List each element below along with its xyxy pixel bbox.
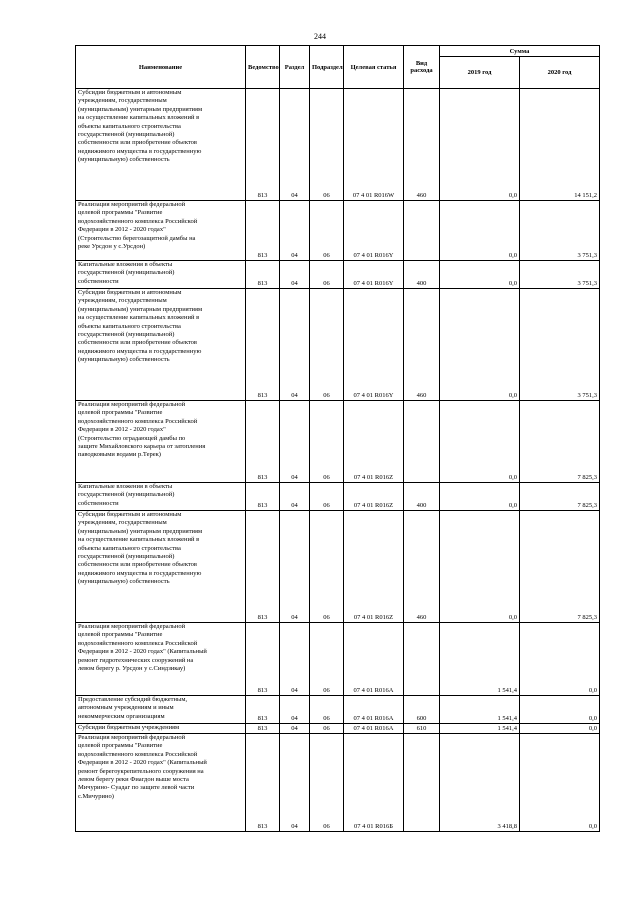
row-section: 04 [280, 734, 310, 832]
row-name: Субсидии бюджетным и автономным учреждениям, государственным (муниципальным) унитарным предприятиям на осуществление капитальных вложений в объекты капитального строительства государственной (муниципальной) собственности или приобретение объектов недвижимого имущества в государственную (муниципальную) собственность [76, 511, 246, 623]
row-name: Реализация мероприятий федеральной целевой программы "Развитие водохозяйственного комплекса Российской Федерации в 2012 - 2020 годах" (Капитальный ремонт берегоукрепительного сооружения на левом берегу реки Фиагдон выше моста Мичурино- Суадаг по защите левой части с.Мичурино) [76, 734, 246, 832]
row-ministry: 813 [246, 623, 280, 696]
row-amount-2019: 1 541,4 [440, 623, 520, 696]
row-section: 04 [280, 724, 310, 734]
row-ministry: 813 [246, 724, 280, 734]
row-expense-type: 400 [404, 261, 440, 289]
row-target: 07 4 01 R016Y [344, 289, 404, 401]
row-section: 04 [280, 511, 310, 623]
table-row [76, 289, 600, 401]
row-expense-type: 460 [404, 289, 440, 401]
row-name: Предоставление субсидий бюджетным, автономным учреждениям и иным некоммерческим организациям [76, 696, 246, 724]
row-ministry: 813 [246, 483, 280, 511]
header-section: Раздел [280, 46, 310, 89]
row-amount-2020: 7 825,3 [520, 511, 600, 623]
row-subsection: 06 [310, 483, 344, 511]
row-name: Реализация мероприятий федеральной целевой программы "Развитие водохозяйственного комплекса Российской Федерации в 2012 - 2020 годах" (Капитальный ремонт гидротехнических сооружений на левом берегу р. Урсдон у с.Синдзикау) [76, 623, 246, 696]
row-expense-type: 400 [404, 483, 440, 511]
row-amount-2020: 14 151,2 [520, 89, 600, 201]
row-expense-type [404, 734, 440, 832]
row-amount-2020: 0,0 [520, 696, 600, 724]
row-amount-2020: 0,0 [520, 623, 600, 696]
row-subsection: 06 [310, 89, 344, 201]
row-target: 07 4 01 R016Z [344, 401, 404, 483]
row-subsection: 06 [310, 696, 344, 724]
row-expense-type: 610 [404, 724, 440, 734]
table-body [76, 89, 600, 832]
row-amount-2019: 1 541,4 [440, 724, 520, 734]
row-ministry: 813 [246, 289, 280, 401]
table-row [76, 483, 600, 511]
row-target: 07 4 01 R016W [344, 89, 404, 201]
row-expense-type [404, 401, 440, 483]
row-name: Реализация мероприятий федеральной целевой программы "Развитие водохозяйственного комплекса Российской Федерации в 2012 - 2020 годах" (Строительство оградающей дамбы по защите Михайловского карьера от затопления паводковыми водами р.Терек) [76, 401, 246, 483]
row-section: 04 [280, 623, 310, 696]
row-subsection: 06 [310, 511, 344, 623]
row-amount-2020: 7 825,3 [520, 483, 600, 511]
row-expense-type: 600 [404, 696, 440, 724]
row-amount-2019: 0,0 [440, 289, 520, 401]
row-ministry: 813 [246, 401, 280, 483]
row-amount-2020: 7 825,3 [520, 401, 600, 483]
row-subsection: 06 [310, 734, 344, 832]
row-section: 04 [280, 89, 310, 201]
row-subsection: 06 [310, 623, 344, 696]
row-subsection: 06 [310, 201, 344, 261]
row-name: Реализация мероприятий федеральной целевой программы "Развитие водохозяйственного комплекса Российской Федерации в 2012 - 2020 годах" (Строительство берегозащитной дамбы на реке Урсдон у с.Урсдон) [76, 201, 246, 261]
row-target: 07 4 01 R016A [344, 724, 404, 734]
header-row-top [76, 46, 600, 57]
table-row [76, 89, 600, 201]
row-target: 07 4 01 R016Y [344, 201, 404, 261]
row-name: Субсидии бюджетным и автономным учреждениям, государственным (муниципальным) унитарным предприятиям на осуществление капитальных вложений в объекты капитального строительства государственной (муниципальной) собственности или приобретение объектов недвижимого имущества в государственную (муниципальную) собственность [76, 89, 246, 201]
header-expense-type: Вид расхода [404, 46, 440, 89]
row-ministry: 813 [246, 734, 280, 832]
row-amount-2019: 0,0 [440, 201, 520, 261]
row-section: 04 [280, 261, 310, 289]
row-amount-2020: 0,0 [520, 724, 600, 734]
row-amount-2019: 0,0 [440, 483, 520, 511]
row-amount-2020: 3 751,3 [520, 261, 600, 289]
row-ministry: 813 [246, 261, 280, 289]
header-target: Целевая статья [344, 46, 404, 89]
row-amount-2020: 0,0 [520, 734, 600, 832]
row-ministry: 813 [246, 696, 280, 724]
row-ministry: 813 [246, 201, 280, 261]
row-name: Капитальные вложения в объекты государственной (муниципальной) собственности [76, 483, 246, 511]
row-amount-2020: 3 751,3 [520, 201, 600, 261]
header-ministry: Ведомство [246, 46, 280, 89]
table-row [76, 261, 600, 289]
row-target: 07 4 01 R016Z [344, 483, 404, 511]
row-section: 04 [280, 201, 310, 261]
row-target: 07 4 01 R016A [344, 623, 404, 696]
row-amount-2019: 3 418,8 [440, 734, 520, 832]
row-expense-type [404, 201, 440, 261]
table-row [76, 201, 600, 261]
header-year-2019: 2019 год [440, 57, 520, 89]
row-ministry: 813 [246, 89, 280, 201]
row-amount-2019: 0,0 [440, 89, 520, 201]
row-amount-2019: 0,0 [440, 401, 520, 483]
table-row [76, 696, 600, 724]
row-subsection: 06 [310, 261, 344, 289]
row-target: 07 4 01 R016Y [344, 261, 404, 289]
row-section: 04 [280, 696, 310, 724]
row-section: 04 [280, 289, 310, 401]
header-year-2020: 2020 год [520, 57, 600, 89]
row-ministry: 813 [246, 511, 280, 623]
header-sum: Сумма [440, 46, 600, 57]
row-target: 07 4 01 R016A [344, 696, 404, 724]
row-expense-type [404, 623, 440, 696]
table-row [76, 511, 600, 623]
header-subsection: Подраздел [310, 46, 344, 89]
table-row [76, 734, 600, 832]
header-name: Наименование [76, 46, 246, 89]
row-amount-2019: 0,0 [440, 511, 520, 623]
row-target: 07 4 01 R016Z [344, 511, 404, 623]
row-target: 07 4 01 R016Б [344, 734, 404, 832]
row-amount-2019: 0,0 [440, 261, 520, 289]
row-name: Субсидии бюджетным учреждениям [76, 724, 246, 734]
budget-table [75, 45, 600, 832]
row-expense-type: 460 [404, 511, 440, 623]
table-row [76, 623, 600, 696]
row-subsection: 06 [310, 289, 344, 401]
table-row [76, 724, 600, 734]
table-row [76, 401, 600, 483]
row-amount-2020: 3 751,3 [520, 289, 600, 401]
row-expense-type: 460 [404, 89, 440, 201]
page-number: 244 [314, 32, 326, 41]
row-subsection: 06 [310, 401, 344, 483]
row-amount-2019: 1 541,4 [440, 696, 520, 724]
row-name: Субсидии бюджетным и автономным учреждениям, государственным (муниципальным) унитарным предприятиям на осуществление капитальных вложений в объекты капитального строительства государственной (муниципальной) собственности или приобретение объектов недвижимого имущества в государственную (муниципальную) собственность [76, 289, 246, 401]
row-subsection: 06 [310, 724, 344, 734]
row-section: 04 [280, 483, 310, 511]
row-name: Капитальные вложения в объекты государственной (муниципальной) собственности [76, 261, 246, 289]
row-section: 04 [280, 401, 310, 483]
